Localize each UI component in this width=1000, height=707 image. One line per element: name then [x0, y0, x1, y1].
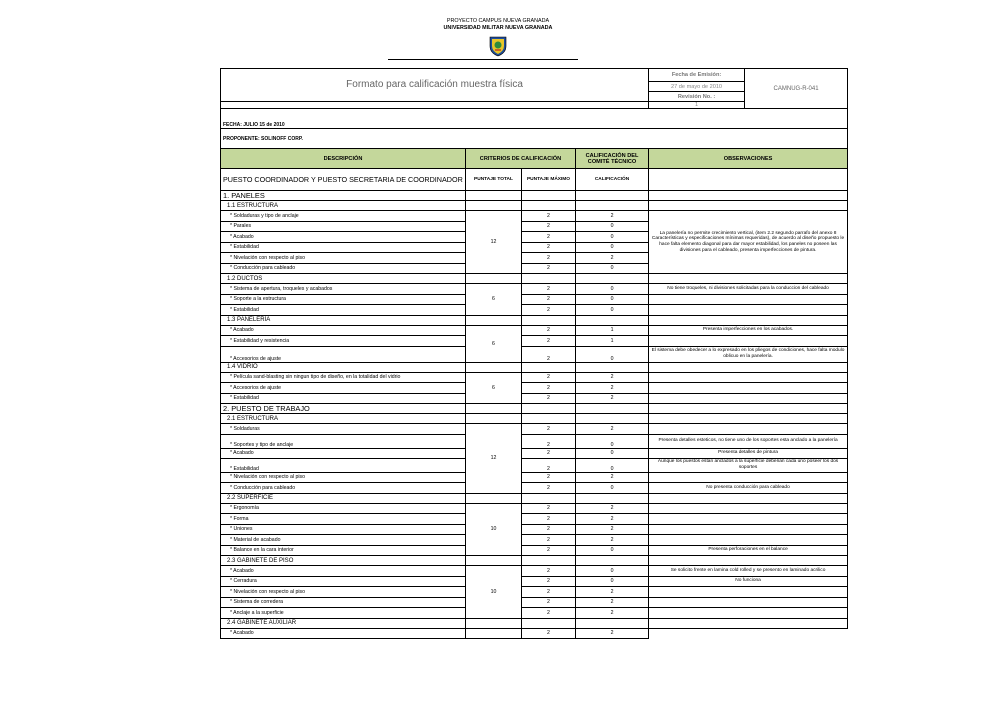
col-calificacion: CALIFICACIÓN — [576, 169, 649, 191]
puntaje-total: 6 — [466, 284, 522, 316]
university-name: UNIVERSIDAD MILITAR NUEVA GRANADA — [443, 25, 553, 31]
calificacion: 0 — [576, 263, 649, 274]
puntaje-maximo: 2 — [522, 448, 576, 458]
calificacion: 1 — [576, 336, 649, 347]
puntaje-maximo: 2 — [522, 242, 576, 253]
puntaje-maximo: 2 — [522, 587, 576, 598]
calificacion: 2 — [576, 424, 649, 435]
puntaje-maximo: 2 — [522, 372, 576, 383]
subsection-title: 1.3 PANELERÍA — [221, 315, 466, 325]
item-label: * Soporte a la estructura — [221, 294, 466, 305]
puntaje-total: 6 — [466, 372, 522, 404]
col-puntaje-maximo: PUNTAJE MÁXIMO — [522, 169, 576, 191]
subsection-title: 2.1 ESTRUCTURA — [221, 414, 466, 424]
puntaje-maximo: 2 — [522, 393, 576, 404]
puntaje-maximo: 2 — [522, 503, 576, 514]
calificacion: 0 — [576, 545, 649, 556]
observation: Presenta detalles esteticos, no tiene uno de los soportes esta anclado a la panelería — [649, 434, 848, 448]
calificacion: 0 — [576, 284, 649, 295]
item-label: * Película sand-blasting sin ningun tipo de diseño, en la totalidad del vidrio — [221, 372, 466, 383]
item-label: * Soldaduras y tipo de anclaje — [221, 211, 466, 222]
calificacion: 0 — [576, 566, 649, 577]
header-rule — [388, 59, 578, 60]
calificacion: 2 — [576, 535, 649, 546]
calificacion: 0 — [576, 294, 649, 305]
calificacion: 0 — [576, 434, 649, 448]
puntaje-maximo: 2 — [522, 294, 576, 305]
calificacion: 2 — [576, 524, 649, 535]
calificacion: 2 — [576, 608, 649, 619]
item-label: * Parales — [221, 221, 466, 232]
puntaje-maximo: 2 — [522, 232, 576, 243]
observation: El sistema debe obedecer a lo expresado en los pliegos de condiciones, hace falta modulo oblicuo en la panelería. — [649, 346, 848, 362]
puntaje-maximo: 2 — [522, 608, 576, 619]
calificacion: 0 — [576, 576, 649, 587]
observation: Aunque los puestos estan anclados a la superficie deberian cada uno poseer los dos soportes — [649, 458, 848, 472]
item-label: * Nivelación con respecto al piso — [221, 472, 466, 483]
observation: Presenta detalles de pintura — [649, 448, 848, 458]
item-label: * Estabilidad y resistencia — [221, 336, 466, 347]
document-header — [380, 18, 616, 57]
calificacion: 2 — [576, 587, 649, 598]
item-label: * Soldaduras — [221, 424, 466, 435]
item-label: * Nivelación con respecto al piso — [221, 587, 466, 598]
puntaje-total: 10 — [466, 503, 522, 556]
subsection-title: 1.1 ESTRUCTURA — [221, 201, 466, 211]
puntaje-maximo: 2 — [522, 305, 576, 316]
calificacion: 2 — [576, 372, 649, 383]
revision-label: Revisión No. : — [649, 92, 745, 102]
group-title: PUESTO COORDINADOR Y PUESTO SECRETARIA DE COORDINADOR — [221, 169, 466, 191]
item-label: * Acabado — [221, 325, 466, 336]
item-label: * Estabilidad — [221, 305, 466, 316]
item-label: * Conducción para cableado — [221, 263, 466, 274]
emission-date: 27 de mayo de 2010 — [649, 82, 745, 92]
puntaje-maximo: 2 — [522, 253, 576, 264]
puntaje-maximo: 2 — [522, 383, 576, 394]
item-label: * Uniones — [221, 524, 466, 535]
calificacion: 0 — [576, 221, 649, 232]
puntaje-maximo: 2 — [522, 566, 576, 577]
puntaje-total: 6 — [466, 325, 522, 362]
puntaje-maximo: 2 — [522, 458, 576, 472]
item-label: * Accesorios de ajuste — [221, 346, 466, 362]
observation: No tiene troqueles, ni divisiones solicitadas para la conduccion del cableado — [649, 284, 848, 295]
puntaje-maximo: 2 — [522, 472, 576, 483]
puntaje-maximo: 2 — [522, 346, 576, 362]
evaluation-sheet — [220, 68, 847, 639]
item-label: * Acabado — [221, 566, 466, 577]
puntaje-maximo: 2 — [522, 424, 576, 435]
item-label: * Accesorios de ajuste — [221, 383, 466, 394]
section-title: 2. PUESTO DE TRABAJO — [221, 404, 466, 414]
puntaje-maximo: 2 — [522, 434, 576, 448]
item-label: * Balance en la cara interior — [221, 545, 466, 556]
calificacion: 0 — [576, 232, 649, 243]
item-label: * Acabado — [221, 232, 466, 243]
item-label: * Anclaje a la superficie — [221, 608, 466, 619]
puntaje-maximo: 2 — [522, 597, 576, 608]
observation: Presenta imperfecciones en los acabados. — [649, 325, 848, 336]
calificacion: 0 — [576, 305, 649, 316]
col-puntaje-total: PUNTAJE TOTAL — [466, 169, 522, 191]
item-label: * Conducción para cableado — [221, 483, 466, 494]
calificacion: 2 — [576, 253, 649, 264]
puntaje-maximo: 2 — [522, 576, 576, 587]
item-label: * Forma — [221, 514, 466, 525]
puntaje-maximo: 2 — [522, 336, 576, 347]
item-label: * Estabilidad — [221, 458, 466, 472]
observation: Presenta perforaciones en el balance — [649, 545, 848, 556]
project-name: PROYECTO CAMPUS NUEVA GRANADA — [446, 18, 550, 24]
item-label: * Estabilidad — [221, 393, 466, 404]
item-label: * Nivelación con respecto al piso — [221, 253, 466, 264]
item-label: * Acabado — [221, 628, 466, 639]
item-label: * Material de acabado — [221, 535, 466, 546]
item-label: * Ergonomía — [221, 503, 466, 514]
puntaje-maximo: 2 — [522, 483, 576, 494]
observation: Se solicito frente en lamina cold rolled y se presento en laminado acrilico — [649, 566, 848, 577]
item-label: * Cerradura — [221, 576, 466, 587]
subsection-title: 2.2 SUPERFICIE — [221, 493, 466, 503]
col-descripcion: DESCRIPCIÓN — [221, 149, 466, 169]
calificacion: 2 — [576, 503, 649, 514]
calificacion: 0 — [576, 458, 649, 472]
puntaje-maximo: 2 — [522, 284, 576, 295]
subsection-title: 1.2 DUCTOS — [221, 274, 466, 284]
puntaje-maximo: 2 — [522, 524, 576, 535]
col-criterios: CRITERIOS DE CALIFICACIÓN — [466, 149, 576, 169]
calificacion: 0 — [576, 242, 649, 253]
university-seal — [487, 35, 509, 57]
calificacion: 1 — [576, 325, 649, 336]
proponente-line: PROPONENTE: SOLINOFF CORP. — [221, 129, 848, 149]
puntaje-maximo: 2 — [522, 263, 576, 274]
puntaje-maximo: 2 — [522, 514, 576, 525]
puntaje-maximo: 2 — [522, 535, 576, 546]
calificacion: 2 — [576, 383, 649, 394]
item-label: * Estabilidad — [221, 242, 466, 253]
puntaje-maximo: 2 — [522, 628, 576, 639]
col-calificacion-comite: CALIFICACIÓN DEL COMITÉ TÉCNICO — [576, 149, 649, 169]
item-label: * Sistema de corredera — [221, 597, 466, 608]
section-title: 1. PANELES — [221, 191, 466, 201]
calificacion: 2 — [576, 211, 649, 222]
evaluation-table — [220, 68, 848, 639]
form-title: Formato para calificación muestra física — [221, 69, 649, 102]
puntaje-maximo: 2 — [522, 545, 576, 556]
puntaje-maximo: 2 — [522, 325, 576, 336]
calificacion: 2 — [576, 393, 649, 404]
item-label: * Sistema de apertura, troqueles y acabados — [221, 284, 466, 295]
puntaje-maximo: 2 — [522, 211, 576, 222]
observation: No presenta conducción para cableado — [649, 483, 848, 494]
subsection-title: 2.3 GABINETE DE PISO — [221, 556, 466, 566]
revision-number: 1 — [649, 102, 745, 109]
calificacion: 0 — [576, 346, 649, 362]
puntaje-total: 12 — [466, 211, 522, 274]
calificacion: 2 — [576, 472, 649, 483]
calificacion: 0 — [576, 448, 649, 458]
puntaje-total: 12 — [466, 424, 522, 494]
form-code: CAMNUG-R-041 — [745, 69, 848, 109]
item-label: * Soportes y tipo de anclaje — [221, 434, 466, 448]
calificacion: 0 — [576, 483, 649, 494]
calificacion: 2 — [576, 514, 649, 525]
emission-label: Fecha de Emisión: — [649, 69, 745, 82]
puntaje-total: 10 — [466, 566, 522, 619]
observation: No funciona — [649, 576, 848, 587]
subsection-title: 1.4 VIDRIO — [221, 362, 466, 372]
subsection-title: 2.4 GABINETE AUXILIAR — [221, 618, 466, 628]
calificacion: 2 — [576, 628, 649, 639]
observation: La panelería no permite crecimiento vertical, (item 2.2 segundo parrafo del anexo 8 Características y especificaciones mínimas requeridas), de acuerdo al diseño propuesto le hace falta elemento diagonal para dar mayor estabilidad, los paneles no poseen las divisiones para el cableado, presenta imperfecciones de pintura. — [649, 211, 848, 274]
col-observaciones: OBSERVACIONES — [649, 149, 848, 169]
item-label: * Acabado — [221, 448, 466, 458]
calificacion: 2 — [576, 597, 649, 608]
puntaje-maximo: 2 — [522, 221, 576, 232]
fecha-line: FECHA: JULIO 15 de 2010 — [221, 109, 848, 129]
